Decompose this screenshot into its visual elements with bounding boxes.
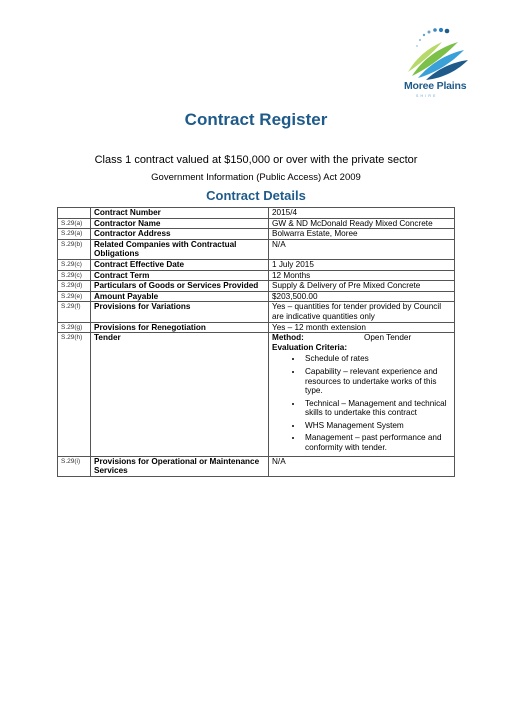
row-label: Tender (91, 333, 269, 457)
table-row (58, 229, 455, 240)
section-ref: S.29(c) (58, 270, 91, 281)
table-row (58, 322, 455, 333)
row-label: Amount Payable (91, 291, 269, 302)
logo-mark-icon (402, 26, 472, 82)
method-line (272, 333, 451, 343)
list-item: • WHS Management System (303, 421, 451, 431)
row-value: N/A (269, 239, 455, 259)
section-ref: S.29(f) (58, 302, 91, 322)
row-value: Yes – quantities for tender provided by Council are indicative quantities only (269, 302, 455, 322)
row-label: Provisions for Operational or Maintenance Services (91, 456, 269, 476)
row-value: 12 Months (269, 270, 455, 281)
row-label: Provisions for Variations (91, 302, 269, 322)
table-row (58, 456, 455, 476)
row-label: Contractor Name (91, 218, 269, 229)
list-item: • Schedule of rates (303, 354, 451, 364)
table-row (58, 218, 455, 229)
row-value: 1 July 2015 (269, 259, 455, 270)
table-row (58, 291, 455, 302)
criteria-list (272, 354, 451, 452)
section-ref: S.29(b) (58, 239, 91, 259)
logo-name: Moree Plains (404, 80, 467, 92)
row-label: Related Companies with Contractual Obligations (91, 239, 269, 259)
section-ref: S.29(a) (58, 218, 91, 229)
method-label: Method: (272, 333, 304, 343)
row-value: 2015/4 (269, 208, 455, 219)
list-item: • Management – past performance and conformity with tender. (303, 433, 451, 452)
contract-class-text: Class 1 contract valued at $150,000 or over with the private sector (94, 154, 418, 166)
row-label: Contractor Address (91, 229, 269, 240)
row-label: Particulars of Goods or Services Provided (91, 281, 269, 292)
section-ref: S.29(i) (58, 456, 91, 476)
section-ref: S.29(e) (58, 291, 91, 302)
row-label: Contract Effective Date (91, 259, 269, 270)
row-value: $203,500.00 (269, 291, 455, 302)
table-row (58, 270, 455, 281)
section-ref: S.29(g) (58, 322, 91, 333)
tender-row (58, 333, 455, 457)
moree-plains-logo (402, 26, 472, 104)
row-value: GW & ND McDonald Ready Mixed Concrete (269, 218, 455, 229)
list-item: • Technical – Management and technical skills to undertake this contract (303, 399, 451, 418)
contract-details-table (57, 207, 455, 477)
section-ref: S.29(a) (58, 229, 91, 240)
table-row (58, 281, 455, 292)
page-title: Contract Register (184, 110, 328, 129)
logo-subtitle: SHIRE (416, 94, 438, 98)
row-value: Supply & Delivery of Pre Mixed Concrete (269, 281, 455, 292)
criteria-label: Evaluation Criteria: (272, 342, 348, 352)
method-value: Open Tender (364, 333, 412, 343)
row-value: Bolwarra Estate, Moree (269, 229, 455, 240)
table-row (58, 239, 455, 259)
row-label: Provisions for Renegotiation (91, 322, 269, 333)
section-ref (58, 208, 91, 219)
section-ref: S.29(c) (58, 259, 91, 270)
row-value: Yes – 12 month extension (269, 322, 455, 333)
table-row (58, 259, 455, 270)
row-label: Contract Number (91, 208, 269, 219)
table-row (58, 302, 455, 322)
table-row (58, 208, 455, 219)
tender-details (269, 333, 455, 457)
section-heading: Contract Details (206, 188, 306, 203)
row-value: N/A (269, 456, 455, 476)
row-label: Contract Term (91, 270, 269, 281)
section-ref: S.29(h) (58, 333, 91, 457)
act-text: Government Information (Public Access) Act 2009 (151, 172, 361, 183)
list-item: • Capability – relevant experience and resources to undertake works of this type. (303, 367, 451, 396)
section-ref: S.29(d) (58, 281, 91, 292)
